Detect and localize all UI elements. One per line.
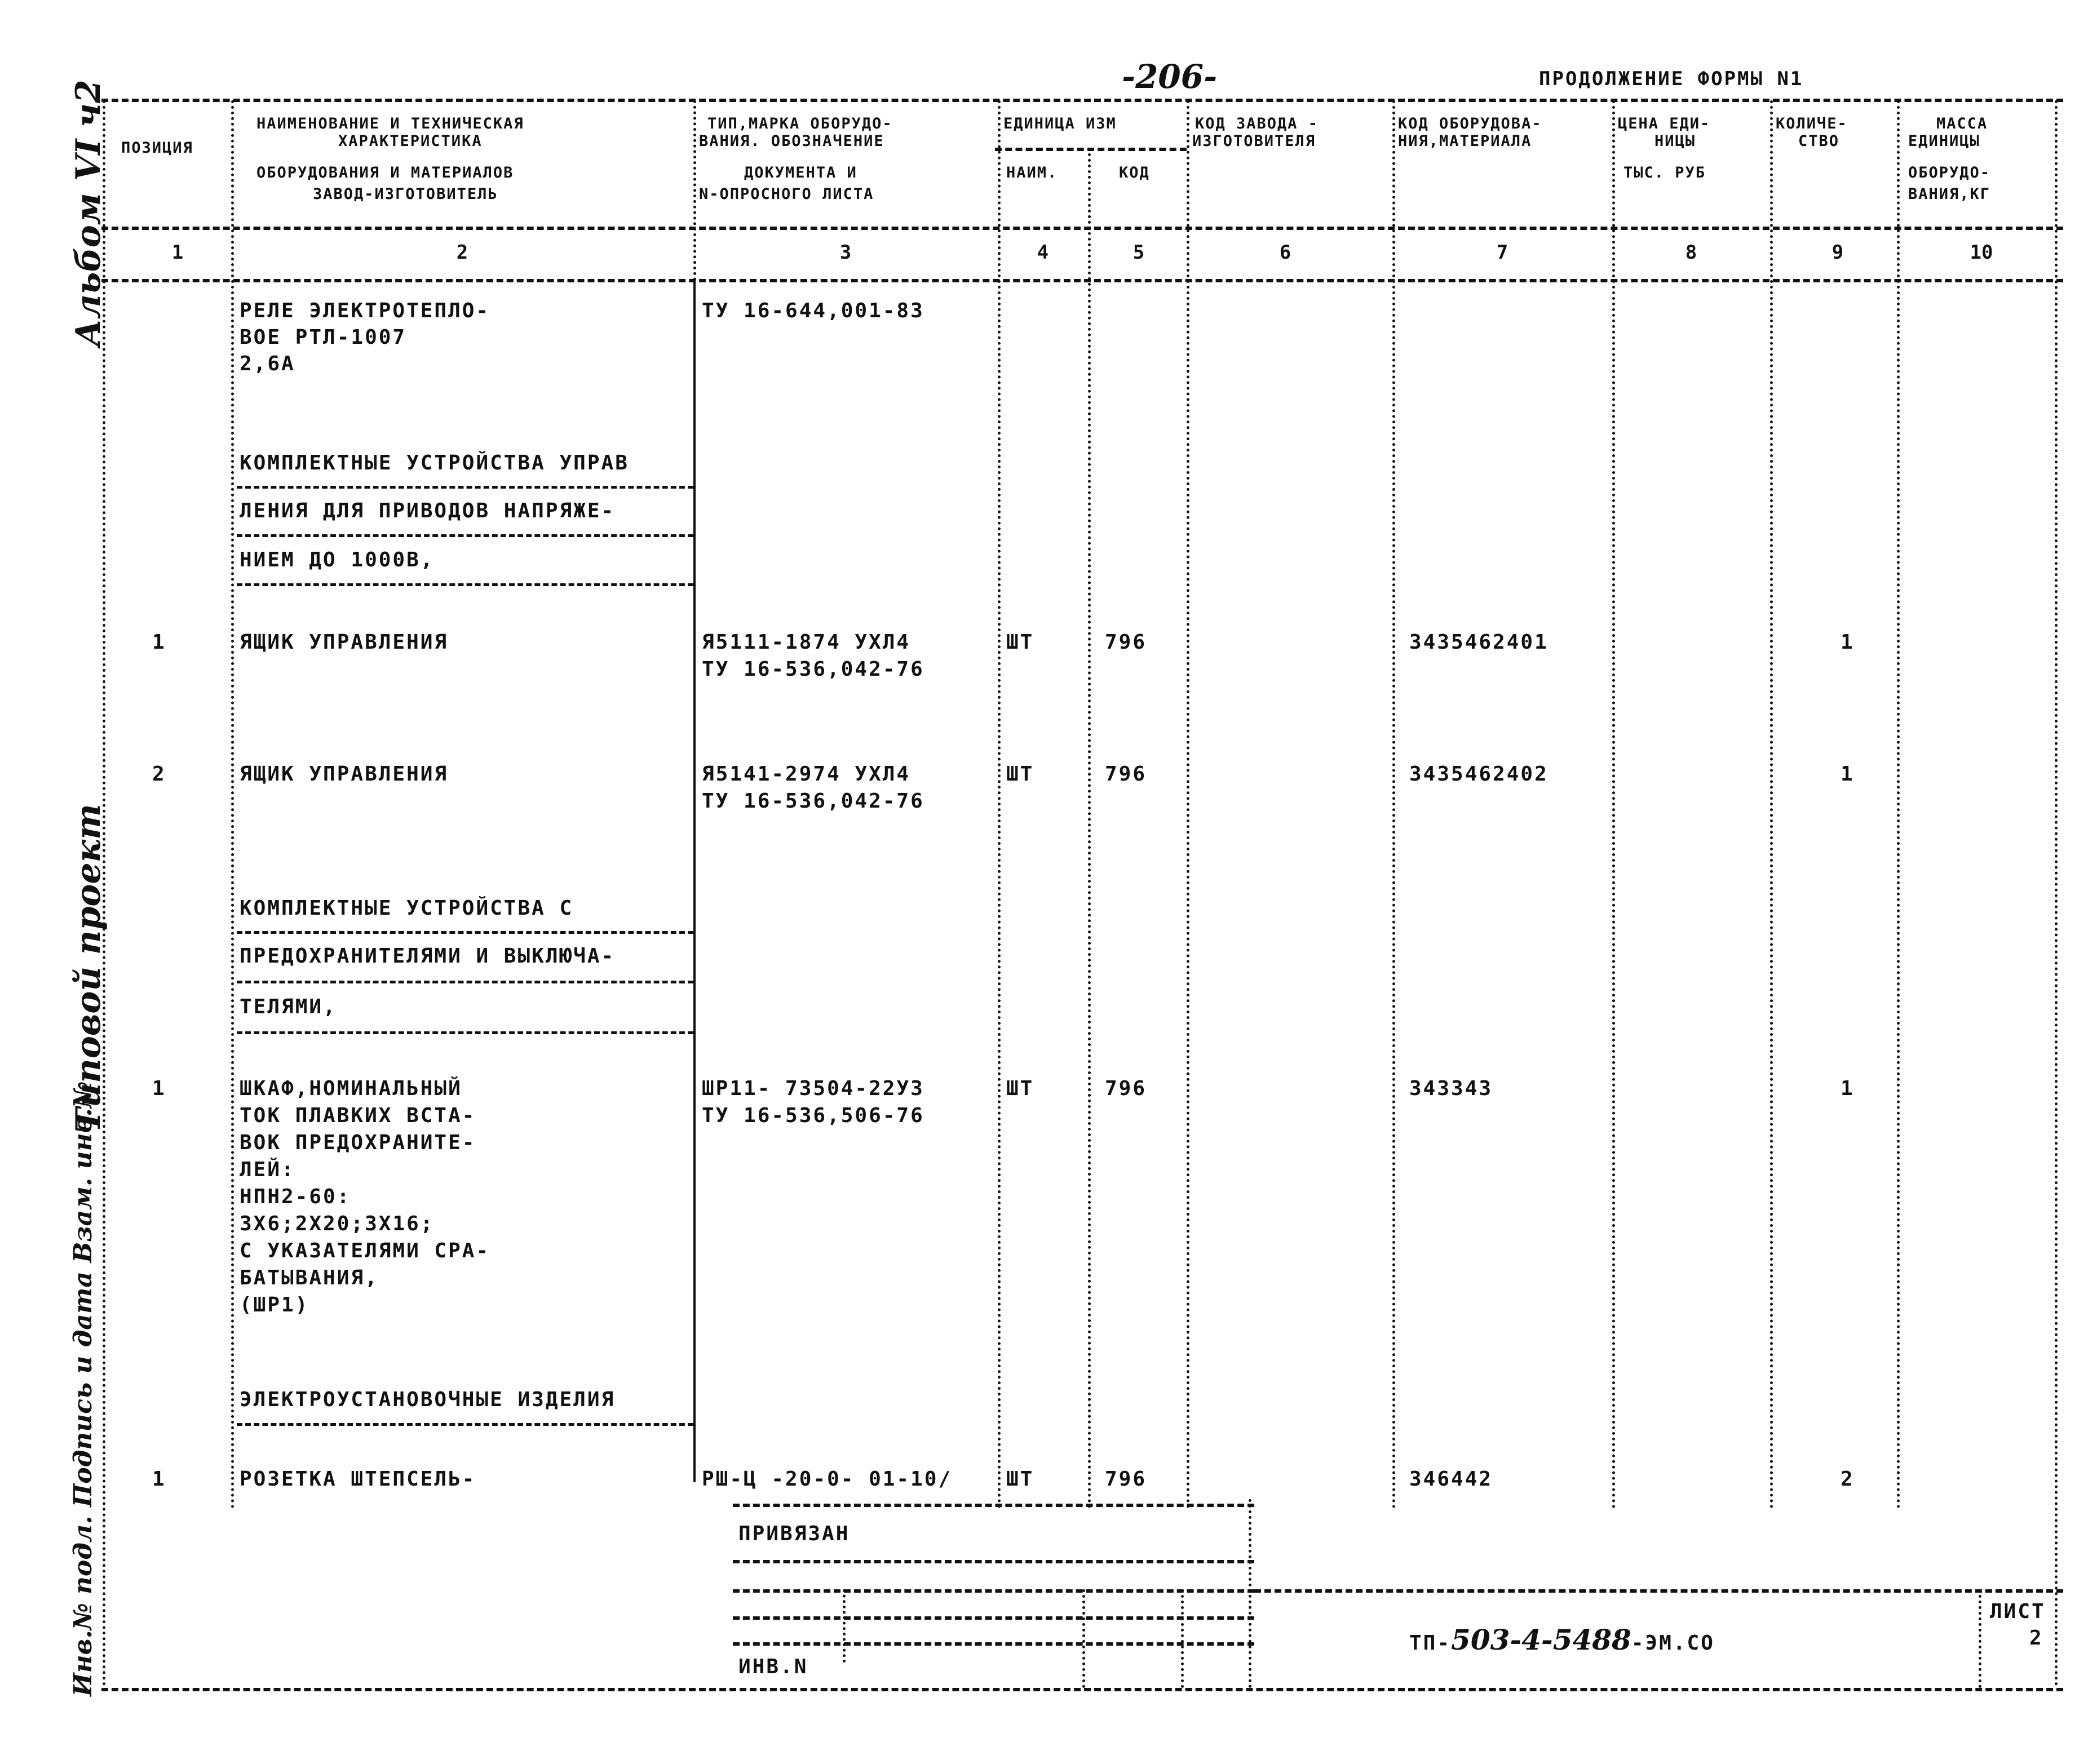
col-sep-right	[2055, 100, 2058, 1687]
rule-header-bottom	[101, 227, 2063, 230]
sheet-label: ЛИСТ	[1990, 1600, 2046, 1623]
col-sep-5-6	[1187, 100, 1189, 1509]
document-code: ТП-503-4-5488-ЭМ.СО	[1409, 1623, 1715, 1656]
col-sep-2-3	[693, 282, 696, 1482]
col-sep-4-5	[1088, 148, 1091, 1509]
album-label: Альбом VI ч2	[69, 79, 108, 347]
col-sep-8-9	[1770, 100, 1773, 1509]
col-sep-2-3-head	[693, 100, 696, 281]
stamp-labels: Инв.№ подл. Подпись и дата Взам. инв.№	[69, 1081, 98, 1696]
rule-top	[101, 99, 2063, 102]
sheet-number: 2	[2029, 1626, 2043, 1650]
col-sep-6-7	[1392, 100, 1395, 1509]
col-sep-left	[103, 100, 105, 1687]
inv-label: ИНВ.N	[738, 1655, 808, 1678]
col-sep-3-4	[998, 100, 1001, 1509]
continuation-title: ПРОДОЛЖЕНИЕ ФОРМЫ N1	[1539, 68, 1804, 90]
col-sep-1-2	[231, 100, 234, 1509]
rule-bottom	[101, 1688, 2063, 1691]
col-sep-7-8	[1612, 100, 1615, 1509]
rule-unit-split	[995, 148, 1187, 151]
col1-header: ПОЗИЦИЯ	[121, 139, 193, 157]
page-number: -206-	[1122, 57, 1218, 96]
project-label: Типовой проект	[69, 804, 108, 1133]
rule-numbers-bottom	[101, 279, 2063, 282]
attached-label: ПРИВЯЗАН	[738, 1522, 850, 1545]
col-sep-9-10	[1897, 100, 1900, 1509]
